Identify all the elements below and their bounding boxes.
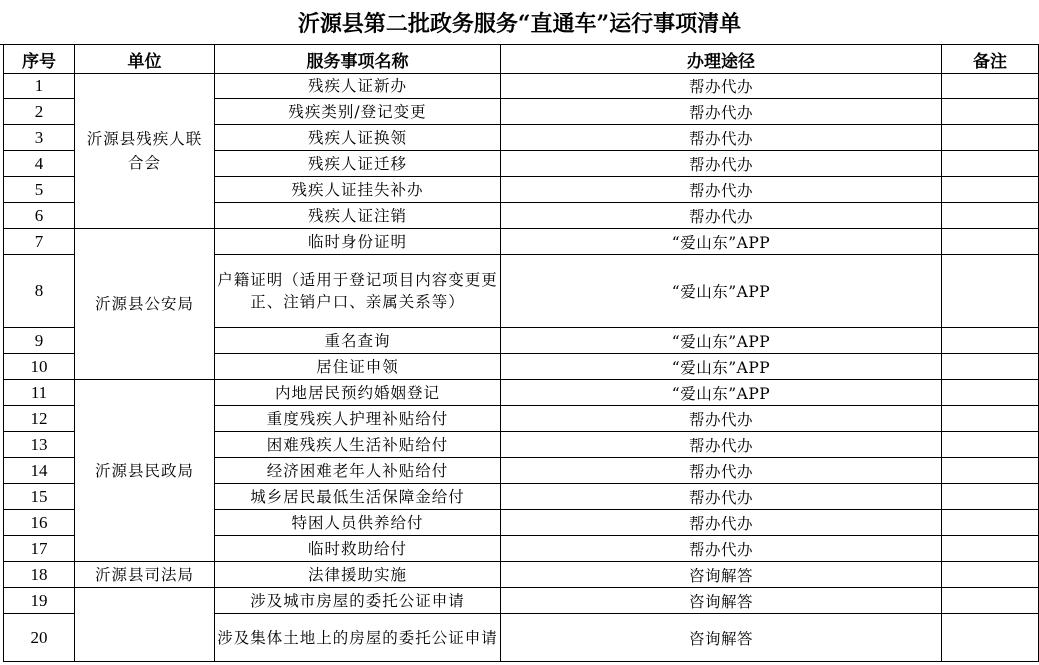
seq-cell: 13 <box>4 432 75 458</box>
route-cell: 咨询解答 <box>501 562 942 588</box>
unit-cell: 沂源县民政局 <box>75 380 215 562</box>
seq-cell: 3 <box>4 125 75 151</box>
item-cell: 残疾人证新办 <box>215 74 501 99</box>
seq-cell: 9 <box>4 328 75 354</box>
note-cell <box>942 125 1039 151</box>
item-cell: 经济困难老年人补贴给付 <box>215 458 501 484</box>
route-cell: “爱山东”APP <box>501 255 942 328</box>
table-row <box>4 588 1039 614</box>
seq-cell: 14 <box>4 458 75 484</box>
note-cell <box>942 203 1039 229</box>
note-cell <box>942 380 1039 406</box>
item-label: 涉及集体土地上的房屋的委托公证申请 <box>217 628 498 647</box>
note-cell <box>942 432 1039 458</box>
header-seq: 序号 <box>4 45 75 74</box>
note-cell <box>942 151 1039 177</box>
seq-cell: 8 <box>4 255 75 328</box>
route-cell: “爱山东”APP <box>501 380 942 406</box>
route-cell: 帮办代办 <box>501 536 942 562</box>
unit-cell: 沂源县公安局 <box>75 229 215 380</box>
table-row <box>4 562 1039 588</box>
item-cell: 残疾类别/登记变更 <box>215 99 501 125</box>
seq-cell: 7 <box>4 229 75 255</box>
route-cell: 帮办代办 <box>501 510 942 536</box>
note-cell <box>942 484 1039 510</box>
seq-cell: 6 <box>4 203 75 229</box>
route-cell: 帮办代办 <box>501 458 942 484</box>
item-cell: 残疾人证注销 <box>215 203 501 229</box>
header-route: 办理途径 <box>501 45 942 74</box>
page-title: 沂源县第二批政务服务“直通车”运行事项清单 <box>0 0 1039 45</box>
route-cell: 咨询解答 <box>501 614 942 662</box>
table-row <box>4 229 1039 255</box>
route-cell: 帮办代办 <box>501 432 942 458</box>
route-cell: 帮办代办 <box>501 99 942 125</box>
item-cell: 涉及城市房屋的委托公证申请 <box>215 588 501 614</box>
note-cell <box>942 614 1039 662</box>
route-cell: 咨询解答 <box>501 588 942 614</box>
note-cell <box>942 177 1039 203</box>
item-cell: 重度残疾人护理补贴给付 <box>215 406 501 432</box>
note-cell <box>942 99 1039 125</box>
note-cell <box>942 328 1039 354</box>
seq-cell: 18 <box>4 562 75 588</box>
unit-cell: 沂源县司法局 <box>75 562 215 588</box>
header-item: 服务事项名称 <box>215 45 501 74</box>
item-cell: 临时身份证明 <box>215 229 501 255</box>
route-cell: “爱山东”APP <box>501 328 942 354</box>
header-note: 备注 <box>942 45 1039 74</box>
note-cell <box>942 229 1039 255</box>
item-cell: 残疾人证迁移 <box>215 151 501 177</box>
route-cell: “爱山东”APP <box>501 354 942 380</box>
note-cell <box>942 74 1039 99</box>
unit-cell <box>75 588 215 662</box>
seq-cell: 12 <box>4 406 75 432</box>
seq-cell: 2 <box>4 99 75 125</box>
note-cell <box>942 255 1039 328</box>
item-cell: 残疾人证换领 <box>215 125 501 151</box>
item-cell: 内地居民预约婚姻登记 <box>215 380 501 406</box>
seq-cell: 20 <box>4 614 75 662</box>
route-cell: “爱山东”APP <box>501 229 942 255</box>
seq-cell: 19 <box>4 588 75 614</box>
seq-cell: 15 <box>4 484 75 510</box>
seq-cell: 16 <box>4 510 75 536</box>
item-cell: 法律援助实施 <box>215 562 501 588</box>
seq-cell: 11 <box>4 380 75 406</box>
table-row <box>4 74 1039 99</box>
seq-cell: 17 <box>4 536 75 562</box>
header-row <box>4 45 1039 74</box>
item-cell: 重名查询 <box>215 328 501 354</box>
seq-cell: 4 <box>4 151 75 177</box>
note-cell <box>942 510 1039 536</box>
item-cell: 城乡居民最低生活保障金给付 <box>215 484 501 510</box>
note-cell <box>942 588 1039 614</box>
seq-cell: 1 <box>4 74 75 99</box>
item-cell <box>215 614 501 662</box>
route-cell: 帮办代办 <box>501 203 942 229</box>
route-cell: 帮办代办 <box>501 125 942 151</box>
note-cell <box>942 354 1039 380</box>
item-cell: 临时救助给付 <box>215 536 501 562</box>
note-cell <box>942 458 1039 484</box>
seq-cell: 5 <box>4 177 75 203</box>
seq-cell: 10 <box>4 354 75 380</box>
header-unit: 单位 <box>75 45 215 74</box>
route-cell: 帮办代办 <box>501 177 942 203</box>
item-label: 户籍证明（适用于登记项目内容变更更正、注销户口、亲属关系等） <box>217 271 498 311</box>
table-row <box>4 380 1039 406</box>
note-cell <box>942 406 1039 432</box>
service-table <box>3 44 1039 662</box>
item-cell <box>215 255 501 328</box>
route-cell: 帮办代办 <box>501 74 942 99</box>
item-cell: 困难残疾人生活补贴给付 <box>215 432 501 458</box>
route-cell: 帮办代办 <box>501 484 942 510</box>
route-cell: 帮办代办 <box>501 406 942 432</box>
note-cell <box>942 562 1039 588</box>
route-cell: 帮办代办 <box>501 151 942 177</box>
item-cell: 残疾人证挂失补办 <box>215 177 501 203</box>
unit-label: 沂源县残疾人联合会 <box>86 130 203 172</box>
note-cell <box>942 536 1039 562</box>
item-cell: 居住证申领 <box>215 354 501 380</box>
item-cell: 特困人员供养给付 <box>215 510 501 536</box>
unit-cell <box>75 74 215 229</box>
